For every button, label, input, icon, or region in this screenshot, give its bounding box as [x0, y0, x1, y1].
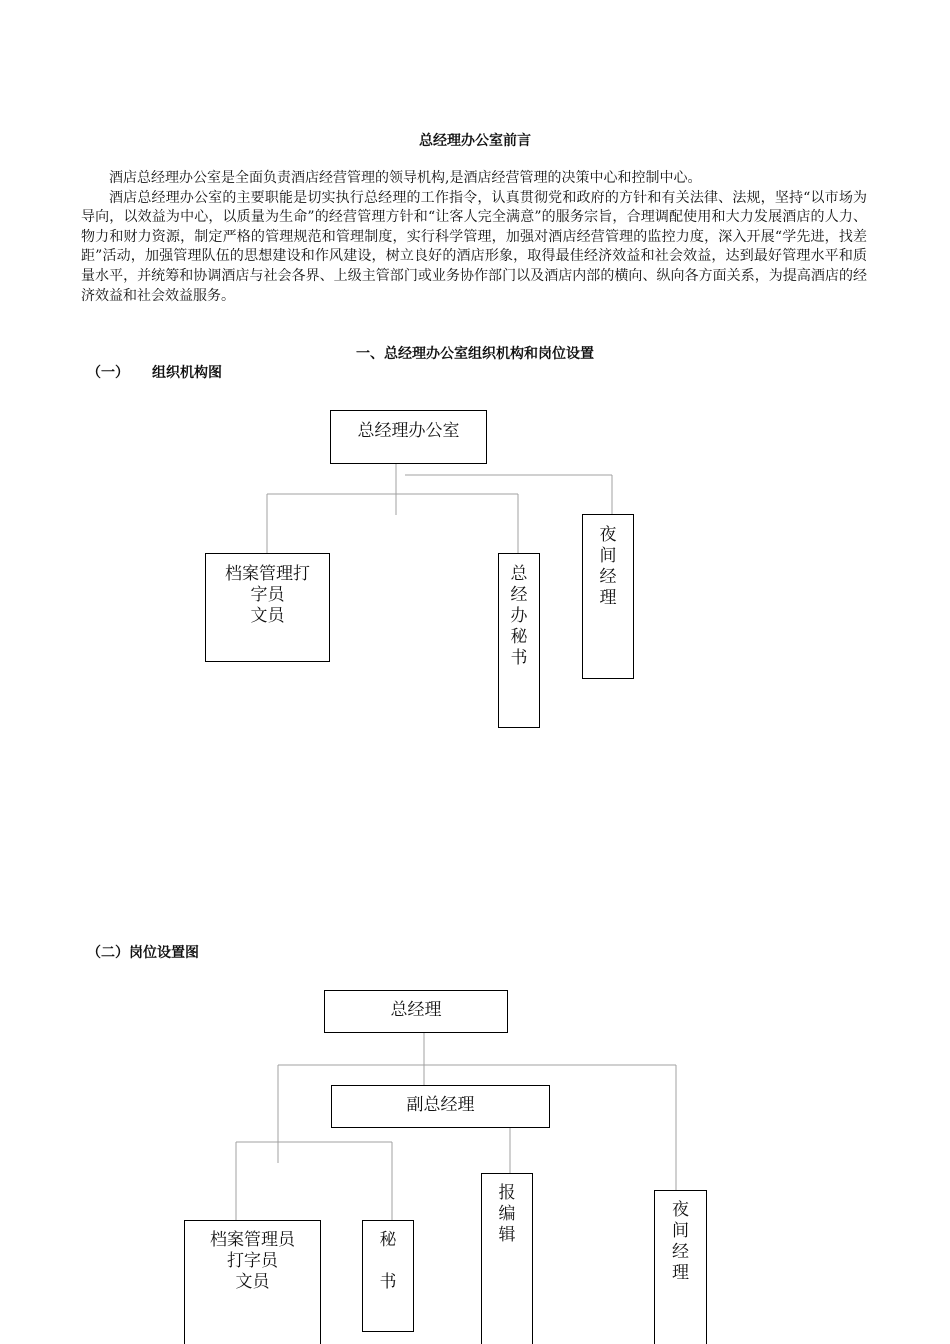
document-title: 总经理办公室前言 — [419, 133, 531, 149]
box-char: 辑 — [498, 1225, 516, 1245]
post-editor-box — [481, 1173, 533, 1344]
box-char: 间 — [599, 546, 617, 566]
subsection-number: （一） — [87, 365, 129, 381]
post-deputy-box — [331, 1085, 550, 1128]
box-char: 办 — [510, 606, 528, 626]
box-char: 报 — [498, 1183, 516, 1203]
post-secretary-box — [362, 1220, 414, 1332]
box-char: 经 — [510, 585, 528, 605]
org-night-manager-box — [582, 514, 634, 679]
paragraph: 酒店总经理办公室的主要职能是切实执行总经理的工作指令，认真贯彻党和政府的方针和有关法律、法规，坚持“以市场为导向，以效益为中心，以质量为生命”的经营管理方针和“让客人完全满意”的服务宗旨，合理调配使用和大力发展酒店的人力、物力和财力资源，制定严格的管理规范和管理制度，实行科学管理，加强对酒店经营管理的监控力度，深入开展“学先进，找差距”活动，加强管理队伍的思想建设和作风建设，树立良好的酒店形象，取得最佳经济效益和社会效益，达到最好管理水平和质量水平，并统筹和协调酒店与社会各界、上级主管部门或业务协作部门以及酒店内部的横向、纵向各方面关系，为提高酒店的经济效益和社会效益服务。 — [81, 189, 867, 304]
post-clerk-box — [184, 1220, 321, 1344]
box-char: 理 — [599, 588, 617, 608]
box-char: 秘 — [379, 1230, 397, 1250]
box-line: 打字员 — [227, 1251, 278, 1271]
box-line: 档案管理打 — [225, 564, 310, 584]
subsection-title: 组织机构图 — [152, 365, 222, 381]
section-heading: 一、总经理办公室组织机构和岗位设置 — [356, 346, 594, 362]
post-root-box — [324, 990, 508, 1033]
post-root-label: 总经理 — [390, 1000, 442, 1020]
box-char: 编 — [498, 1204, 516, 1224]
box-char: 夜 — [599, 525, 617, 545]
box-char: 经 — [672, 1242, 689, 1262]
box-line: 字员 — [250, 585, 285, 605]
org-clerk-box — [205, 553, 330, 662]
org-root-label: 总经理办公室 — [357, 421, 460, 441]
org-root-box — [330, 410, 487, 464]
post-night-manager-box — [654, 1190, 707, 1344]
box-char: 经 — [599, 567, 617, 587]
box-char: 书 — [379, 1272, 397, 1292]
box-char: 间 — [672, 1221, 689, 1241]
box-char: 书 — [510, 648, 528, 668]
box-line: 文员 — [250, 606, 285, 626]
box-char: 秘 — [510, 627, 528, 647]
box-char: 总 — [510, 564, 528, 584]
post-deputy-label: 副总经理 — [406, 1095, 475, 1115]
box-char: 理 — [672, 1263, 689, 1283]
subsection-title: （二）岗位设置图 — [87, 945, 199, 961]
box-line: 档案管理员 — [210, 1230, 295, 1250]
org-secretary-box — [498, 553, 540, 728]
box-line: 文员 — [235, 1272, 270, 1292]
paragraph: 酒店总经理办公室是全面负责酒店经营管理的领导机构,是酒店经营管理的决策中心和控制中心。 — [109, 170, 702, 186]
box-char: 夜 — [672, 1200, 689, 1220]
